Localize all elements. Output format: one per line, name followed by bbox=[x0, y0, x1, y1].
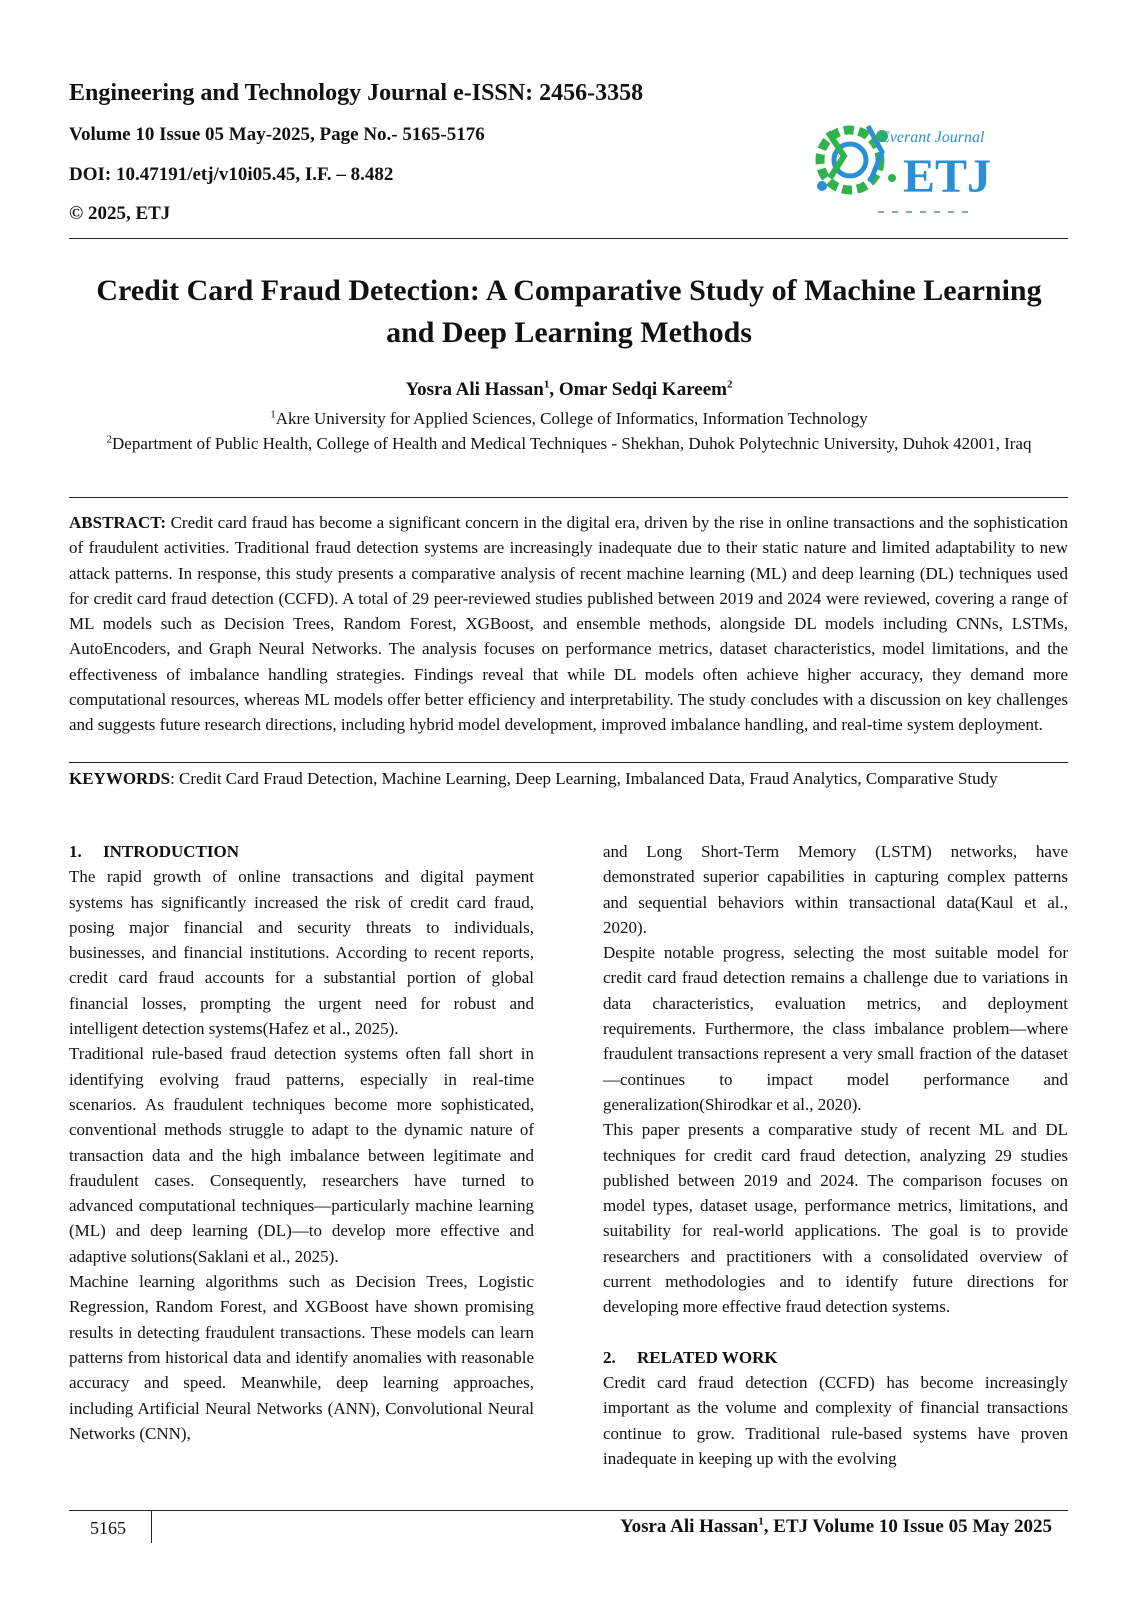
intro-paragraph-2: Traditional rule-based fraud detection systems often fall short in identifying evolving fraud patterns, especially in real-time scenarios. As fraudulent techniques become more sophisticated, conventional methods struggle to adapt to the dynamic nature of transaction data and the high imbalance between legitimate and fraudulent cases. Consequently, researchers have turned to advanced computational techniques—particularly machine learning (ML) and deep learning (DL)—to develop more effective and adaptive solutions(Saklani et al., 2025). bbox=[69, 1044, 534, 1266]
paper-title bbox=[69, 270, 1069, 354]
page-number: 5165 bbox=[90, 1518, 126, 1538]
author-2: Omar Sedqi Kareem bbox=[558, 379, 727, 400]
section-title: RELATED WORK bbox=[637, 1347, 778, 1367]
footer-journal: , ETJ Volume 10 Issue 05 May 2025 bbox=[763, 1516, 1052, 1537]
section-number: 2. bbox=[603, 1347, 616, 1367]
author-list bbox=[69, 379, 1069, 401]
section-heading-related-work bbox=[603, 1345, 1068, 1370]
author-1-sup: 1 bbox=[543, 378, 550, 391]
affiliation-1 bbox=[69, 406, 1069, 431]
etj-logo bbox=[808, 112, 1030, 222]
author-1: Yosra Ali Hassan bbox=[405, 379, 544, 400]
footer-author: Yosra Ali Hassan bbox=[619, 1516, 759, 1537]
footer-divider bbox=[151, 1511, 152, 1543]
keywords bbox=[69, 766, 1068, 791]
abstract-top-rule bbox=[69, 497, 1068, 498]
section-title: INTRODUCTION bbox=[103, 842, 240, 861]
journal-copyright: © 2025, ETJ bbox=[69, 203, 171, 224]
column-right bbox=[603, 839, 1068, 1471]
intro-paragraph-5: Despite notable progress, selecting the most suitable model for credit card fraud detection remains a challenge due to variations in data characteristics, evaluation metrics, and deployment requirements. Furthermore, the class imbalance problem—where fraudulent transactions represent a very small fraction of the dataset—continues to impact model performance and generalization(Shirodkar et al., 2020). bbox=[603, 943, 1068, 1114]
column-left bbox=[69, 839, 534, 1446]
intro-paragraph-4: and Long Short-Term Memory (LSTM) networks, have demonstrated superior capabilities in capturing complex patterns and sequential behaviors within transactional data(Kaul et al., 2020). bbox=[603, 842, 1068, 937]
logo-tagline: Everant Journal bbox=[880, 129, 985, 146]
footer-author-sup: 1 bbox=[758, 1515, 764, 1528]
abstract bbox=[69, 510, 1068, 738]
affiliation-2-text: Department of Public Health, College of Health and Medical Techniques - Shekhan, Duhok Polytechnic University, Duhok 42001, Iraq bbox=[112, 434, 1032, 453]
affiliation-2-sup: 2 bbox=[106, 433, 113, 446]
header-rule bbox=[69, 238, 1068, 239]
section-number: 1. bbox=[69, 842, 82, 861]
keywords-label: KEYWORDS bbox=[69, 769, 171, 788]
footer-rule bbox=[69, 1510, 1068, 1511]
author-separator: , bbox=[549, 379, 559, 400]
paper-title-line1: Credit Card Fraud Detection: A Comparative Study of Machine Learning bbox=[96, 274, 1042, 307]
related-paragraph-1: Credit card fraud detection (CCFD) has become increasingly important as the volume and complexity of financial transactions continue to grow. Traditional rule-based systems have proven inadequate in keeping up with the evolving bbox=[603, 1372, 1068, 1468]
abstract-bottom-rule bbox=[69, 762, 1068, 763]
footer-citation bbox=[620, 1516, 1052, 1538]
journal-volume: Volume 10 Issue 05 May-2025, Page No.- 5165-5176 bbox=[69, 124, 485, 145]
intro-paragraph-3: Machine learning algorithms such as Decision Trees, Logistic Regression, Random Forest, and XGBoost have shown promising results in detecting fraudulent transactions. These models can learn patterns from historical data and identify anomalies with reasonable accuracy and speed. Meanwhile, deep learning approaches, including Artificial Neural Networks (ANN), Convolutional Neural Networks (CNN), bbox=[69, 1272, 534, 1443]
logo-mark: ETJ bbox=[903, 150, 992, 203]
affiliation-1-sup: 1 bbox=[270, 408, 276, 421]
journal-doi: DOI: 10.47191/etj/v10i05.45, I.F. – 8.482 bbox=[69, 164, 394, 185]
affiliation-2 bbox=[69, 431, 1069, 456]
section-gap bbox=[603, 1320, 1068, 1345]
section-heading-introduction bbox=[69, 839, 534, 864]
abstract-label: ABSTRACT: bbox=[69, 513, 166, 532]
intro-paragraph-1: The rapid growth of online transactions and digital payment systems has significantly increased the risk of credit card fraud, posing major financial and security threats to individuals, businesses, and financial institutions. According to recent reports, credit card fraud accounts for a substantial portion of global financial losses, prompting the urgent need for robust and intelligent detection systems(Hafez et al., 2025). bbox=[69, 867, 534, 1039]
abstract-text: Credit card fraud has become a significant concern in the digital era, driven by the rise in online transactions and the sophistication of fraudulent activities. Traditional fraud detection systems are increasingly inadequate due to their static nature and limited adaptability to new attack patterns. In response, this study presents a comparative analysis of recent machine learning (ML) and deep learning (DL) techniques used for credit card fraud detection (CCFD). A total of 29 peer-reviewed studies published between 2019 and 2024 were reviewed, covering a range of ML models such as Decision Trees, Random Forest, XGBoost, and ensemble methods, alongside DL models including CNNs, LSTMs, AutoEncoders, and Graph Neural Networks. The analysis focuses on performance metrics, dataset characteristics, model limitations, and the effectiveness of imbalance handling strategies. Findings reveal that while DL models often achieve higher accuracy, they demand more computational resources, whereas ML models offer better efficiency and interpretability. The study concludes with a discussion on key challenges and suggests future research directions, including hybrid model development, improved imbalance handling, and real-time system deployment. bbox=[69, 513, 1068, 735]
intro-paragraph-6: This paper presents a comparative study of recent ML and DL techniques for credit card fraud detection, analyzing 29 studies published between 2019 and 2024. The comparison focuses on model types, dataset usage, performance metrics, limitations, and suitability for real-world applications. The goal is to provide researchers and practitioners with a consolidated overview of current methodologies and to identify future directions for developing more effective fraud detection systems. bbox=[603, 1120, 1068, 1317]
affiliation-1-text: Akre University for Applied Sciences, College of Informatics, Information Technology bbox=[275, 409, 868, 428]
author-2-sup: 2 bbox=[726, 378, 733, 391]
keywords-text: : Credit Card Fraud Detection, Machine Learning, Deep Learning, Imbalanced Data, Fraud Analytics, Comparative Study bbox=[170, 769, 998, 788]
journal-name: Engineering and Technology Journal e-ISSN: 2456-3358 bbox=[69, 80, 644, 106]
paper-title-line2: and Deep Learning Methods bbox=[386, 316, 752, 349]
